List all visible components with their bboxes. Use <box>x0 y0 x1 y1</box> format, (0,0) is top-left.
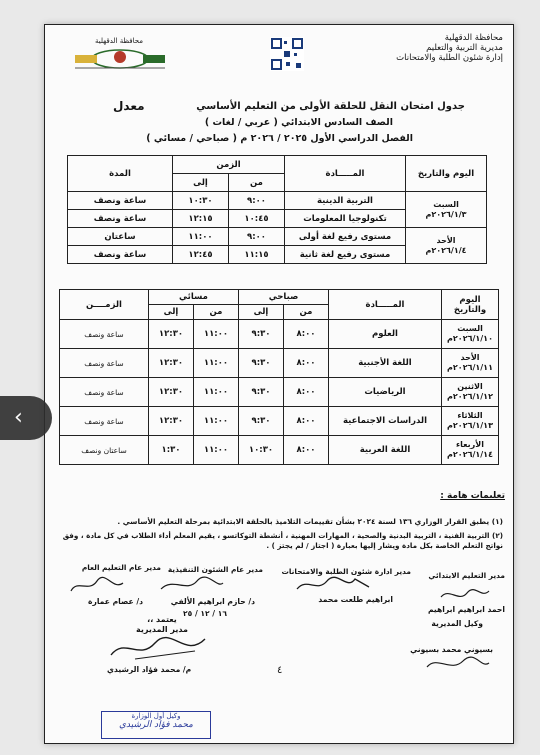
subject-cell: مستوى رفيع لغة ثانية <box>285 246 406 264</box>
day-name: الأربعاء <box>456 440 484 449</box>
table-row <box>60 436 499 465</box>
day-cell <box>442 349 499 378</box>
table-row <box>60 378 499 407</box>
qr-code-icon <box>270 37 304 71</box>
col-subject-header: المـــــادة <box>329 290 442 320</box>
sig-general-title: مدير عام التعليم العام <box>81 563 161 572</box>
exam-schedule-document <box>44 24 514 744</box>
approve-label: يعتمد ،، <box>147 615 177 624</box>
e-to-cell: ١٢:٣٠ <box>149 378 194 407</box>
table-row <box>60 349 499 378</box>
stamp-line-2: محمد فؤاد الرشيدي <box>119 720 193 730</box>
day-name: الأحد <box>460 353 480 362</box>
duration-cell: ساعة ونصف <box>68 210 173 228</box>
deputy-name: بسيوني محمد بسيوني <box>410 645 493 654</box>
e-from-cell: ١١:٠٠ <box>194 407 239 436</box>
col-time-header: الزمــــن <box>60 290 149 320</box>
subject-cell: مستوى رفيع لغة أولى <box>285 228 406 246</box>
col-time-header: الزمن <box>173 156 285 174</box>
signature-deputy-icon <box>423 653 493 675</box>
col-day-header: اليوم والتاريخ <box>406 156 487 192</box>
term-subtitle: الفصل الدراسي الأول ٢٠٢٥ / ٢٠٢٦ م ( صباحي / مسائي ) <box>146 133 413 144</box>
col-evening-header: مسائي <box>149 290 239 305</box>
day-name: الأحد <box>436 235 456 245</box>
header-line-3: إدارة شئون الطلبة والامتحانات <box>396 53 503 63</box>
sig-primary-name: احمد ابراهيم ابراهيم <box>427 605 505 614</box>
signature-students-icon <box>293 573 373 597</box>
day-name: السبت <box>433 199 459 209</box>
day-date: ٢٠٢٦/١/١٠م <box>447 334 493 343</box>
signature-general-icon <box>67 575 127 597</box>
day-cell <box>442 378 499 407</box>
note-1: (١) يطبق القرار الوزاري ١٣٦ لسنة ٢٠٢٤ بشأن تقييمات التلاميذ بالحلقة الابتدائية بمرحلة التعليم الأساسي . <box>117 517 503 526</box>
duration-cell: ساعة ونصف <box>60 320 149 349</box>
table-row <box>68 192 487 210</box>
from-cell: ٩:٠٠ <box>229 228 285 246</box>
day-cell <box>442 436 499 465</box>
schedule-table-2 <box>59 289 499 465</box>
m-to-cell: ٩:٣٠ <box>239 378 284 407</box>
table-row <box>60 320 499 349</box>
stamp-line-1: وكيل أول الوزارة <box>131 712 181 720</box>
schedule-table-1 <box>67 155 487 264</box>
m-to-cell: ١٠:٣٠ <box>239 436 284 465</box>
e-from-cell: ١١:٠٠ <box>194 436 239 465</box>
m-to-cell: ٩:٣٠ <box>239 349 284 378</box>
m-from-cell: ٨:٠٠ <box>284 349 329 378</box>
document-title: جدول امتحان النقل للحلقة الأولى من التعليم الأساسي <box>196 101 465 112</box>
chevron-left-icon: ‹ <box>14 405 23 430</box>
duration-cell: ساعة ونصف <box>60 378 149 407</box>
col-e-from-header: من <box>194 305 239 320</box>
day-date: ٢٠٢٦/١/١١م <box>447 363 493 372</box>
table-row <box>68 228 487 246</box>
col-day-header: اليوم والتاريخ <box>442 290 499 320</box>
m-from-cell: ٨:٠٠ <box>284 320 329 349</box>
note-2: (٢) التربية الفنية ، التربية البدنية والصحية ، المهارات المهنية ، أنشطة التوكاتسو ، يقيم المعلم أداء الطلاب في كل مادة ، وفق نواتج التعلم الخاصة بكل مادة ويشار إليها بعبارة ( اجتاز / لم يجتز ) . <box>62 531 503 550</box>
day-date: ٢٠٢٦/١/٣م <box>425 209 467 219</box>
signature-primary-icon <box>437 585 493 605</box>
previous-page-button[interactable] <box>0 396 52 440</box>
col-subject-header: المـــــادة <box>285 156 406 192</box>
day-date: ٢٠٢٦/١/١٤م <box>447 450 493 459</box>
duration-cell: ساعة ونصف <box>60 407 149 436</box>
day-cell <box>406 228 487 264</box>
grade-subtitle: الصف السادس الابتدائي ( عربي / لغات ) <box>204 117 393 128</box>
m-from-cell: ٨:٠٠ <box>284 407 329 436</box>
header-department <box>353 33 503 63</box>
from-cell: ٩:٠٠ <box>229 192 285 210</box>
sig-students-name: ابراهيم طلعت محمد <box>318 595 393 604</box>
duration-cell: ساعة ونصف <box>60 349 149 378</box>
m-to-cell: ٩:٣٠ <box>239 320 284 349</box>
notes-title: تعليمات هامة : <box>440 491 505 501</box>
directorate-label: مدير المديرية <box>136 625 188 634</box>
e-to-cell: ١٢:٣٠ <box>149 349 194 378</box>
from-cell: ١٠:٤٥ <box>229 210 285 228</box>
from-cell: ١١:١٥ <box>229 246 285 264</box>
day-name: الثلاثاء <box>457 411 483 420</box>
col-e-to-header: إلى <box>149 305 194 320</box>
col-to-header: إلى <box>173 174 229 192</box>
col-from-header: من <box>229 174 285 192</box>
duration-cell: ساعة ونصف <box>68 246 173 264</box>
to-cell: ١٢:١٥ <box>173 210 229 228</box>
sig-exec-date: ١٦ / ١٢ / ٢٥ <box>183 609 227 618</box>
m-from-cell: ٨:٠٠ <box>284 436 329 465</box>
e-from-cell: ١١:٠٠ <box>194 349 239 378</box>
sig-students-title: مدير ادارة شئون الطلبة والامتحانات <box>281 567 411 576</box>
sig-exec-title: مدير عام الشئون التنفيذية <box>167 565 263 574</box>
duration-cell: ساعة ونصف <box>68 192 173 210</box>
to-cell: ١٠:٣٠ <box>173 192 229 210</box>
m-to-cell: ٩:٣٠ <box>239 407 284 436</box>
day-date: ٢٠٢٦/١/١٢م <box>447 392 493 401</box>
modified-label: معدل <box>113 99 145 113</box>
duration-cell: ساعتان <box>68 228 173 246</box>
header-line-2: مديرية التربية والتعليم <box>426 43 503 53</box>
m-from-cell: ٨:٠٠ <box>284 378 329 407</box>
subject-cell: الرياضيات <box>329 378 442 407</box>
subject-cell: اللغة الأجنبية <box>329 349 442 378</box>
subject-cell: العلوم <box>329 320 442 349</box>
col-duration-header: المدة <box>68 156 173 192</box>
logo-text: محافظة الدقهلية <box>95 37 143 45</box>
subject-cell: اللغة العربية <box>329 436 442 465</box>
to-cell: ١١:٠٠ <box>173 228 229 246</box>
table-row <box>60 407 499 436</box>
to-cell: ١٢:٤٥ <box>173 246 229 264</box>
signature-exec-icon <box>157 575 227 595</box>
signature-director-icon <box>105 631 215 665</box>
sig-primary-title: مدير التعليم الابتدائي <box>428 571 505 580</box>
day-cell <box>442 407 499 436</box>
day-cell <box>406 192 487 228</box>
subject-cell: التربية الدينية <box>285 192 406 210</box>
e-to-cell: ١:٣٠ <box>149 436 194 465</box>
e-from-cell: ١١:٠٠ <box>194 378 239 407</box>
governorate-logo <box>65 37 175 73</box>
header-line-1: محافظة الدقهلية <box>444 33 503 43</box>
subject-cell: تكنولوجيا المعلومات <box>285 210 406 228</box>
official-stamp <box>101 711 211 739</box>
e-from-cell: ١١:٠٠ <box>194 320 239 349</box>
col-morning-header: صباحي <box>239 290 329 305</box>
day-name: الاثنين <box>457 382 483 391</box>
subject-cell: الدراسات الاجتماعية <box>329 407 442 436</box>
duration-cell: ساعتان ونصف <box>60 436 149 465</box>
e-to-cell: ١٢:٣٠ <box>149 407 194 436</box>
sig-general-name: د/ عصام عمارة <box>87 597 143 606</box>
page-number: ٤ <box>277 665 283 676</box>
day-date: ٢٠٢٦/١/١٣م <box>447 421 493 430</box>
sig-exec-name: د/ حازم ابراهيم الألفي <box>170 597 255 606</box>
col-m-from-header: من <box>284 305 329 320</box>
director-name: م/ محمد فؤاد الرشيدي <box>107 665 192 674</box>
sig-deputy-title: وكيل المديرية <box>431 619 483 628</box>
e-to-cell: ١٢:٣٠ <box>149 320 194 349</box>
day-name: السبت <box>457 324 483 333</box>
col-m-to-header: إلى <box>239 305 284 320</box>
day-cell <box>442 320 499 349</box>
day-date: ٢٠٢٦/١/٤م <box>425 245 467 255</box>
